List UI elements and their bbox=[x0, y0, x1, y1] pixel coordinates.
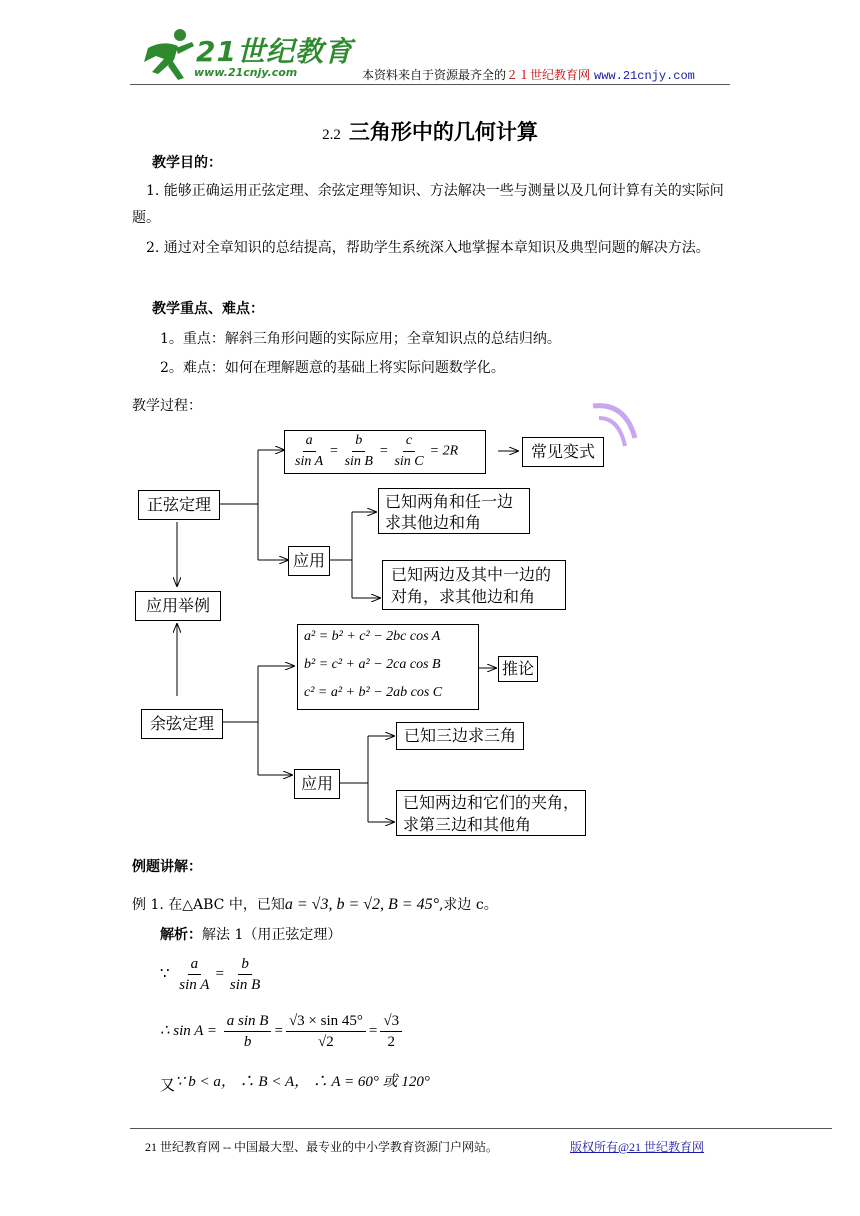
goals-heading: 教学目的： bbox=[152, 155, 222, 171]
step-3: 又∵ b < a， ∴ B < A， ∴ A = 60° 或 120° bbox=[160, 1074, 430, 1094]
apply-box-2: 应用 bbox=[294, 769, 340, 799]
case-box-4: 已知两边和它们的夹角，求第三边和其他角 bbox=[396, 790, 586, 836]
process-heading: 教学过程： bbox=[132, 398, 202, 414]
cosine-formula-line-2: b² = c² + a² − 2ca cos B bbox=[304, 657, 441, 672]
apply-box-1: 应用 bbox=[288, 546, 330, 576]
sine-formula: $\frac{a}{\text{sin A}}$ = $\frac{b}{\text{sin B}}$ = $\frac{c}{\text{sin C}}$ = 2R bbox=[295, 433, 459, 469]
example-1: 例 1. 在△ABC 中，已知a = √3, b = √2, B = 45°,求边 c。 bbox=[132, 896, 498, 913]
example-1-given: a = √3, b = √2, B = 45° bbox=[284, 896, 439, 913]
keypoints-item-2: 2。难点：如何在理解题意的基础上将实际问题数学化。 bbox=[160, 360, 505, 376]
case-box-3: 已知三边求三角 bbox=[396, 722, 524, 750]
step-1: ∵ $\frac{a}{\text{sin A}}$ = $\frac{b}{\text{sin B}}$ bbox=[160, 956, 261, 993]
goals-item-1: 1. 能够正确运用正弦定理、余弦定理等知识、方法解决一些与测量以及几何计算有关的实际问题。 bbox=[132, 183, 724, 226]
header-source: 本资料来自于资源最齐全的２１世纪教育网 www.21cnjy.com bbox=[362, 68, 695, 83]
footer-copyright-link[interactable]: 版权所有@21 世纪教育网 bbox=[570, 1140, 705, 1154]
goals-item-2: 2. 通过对全章知识的总结提高，帮助学生系统深入地掌握本章知识及典型问题的解决方法。 bbox=[146, 240, 710, 256]
keypoints-item-1: 1。重点：解斜三角形问题的实际应用；全章知识点的总结归纳。 bbox=[160, 331, 561, 347]
cosine-formula-line-1: a² = b² + c² − 2bc cos A bbox=[304, 629, 441, 644]
step-2: ∴ sin A = $\frac{\text{a sin B}}{b}$ = $\frac{√3 \times \sin 45^\circ}{√2}$ = $\frac{√3}{2}$ bbox=[160, 1012, 405, 1051]
sine-formula-box bbox=[284, 430, 486, 474]
inference-box: 推论 bbox=[498, 656, 538, 682]
application-example-box: 应用举例 bbox=[135, 591, 221, 621]
page-title: 2.2 三角形中的几何计算 bbox=[322, 120, 538, 144]
case-box-1: 已知两角和任一边求其他边和角 bbox=[378, 488, 530, 534]
sine-theorem-box: 正弦定理 bbox=[138, 490, 220, 520]
logo-text: 21世纪教育 bbox=[196, 35, 353, 68]
keypoints-heading: 教学重点、难点： bbox=[152, 301, 264, 317]
cosine-formula-box bbox=[297, 624, 479, 710]
cosine-formula-line-3: c² = a² + b² − 2ab cos C bbox=[304, 685, 443, 700]
cosine-theorem-box: 余弦定理 bbox=[141, 709, 223, 739]
examples-heading: 例题讲解： bbox=[132, 859, 202, 875]
footer-left: 21 世纪教育网 -- 中国最大型、最专业的中小学教育资源门户网站。 bbox=[145, 1140, 498, 1154]
analysis-line: 解析：解法 1（用正弦定理） bbox=[160, 927, 342, 943]
footer-rule bbox=[130, 1128, 832, 1129]
case-box-2: 已知两边及其中一边的对角，求其他边和角 bbox=[382, 560, 566, 610]
logo-url: www.21cnjy.com bbox=[194, 66, 298, 79]
common-variants-box: 常见变式 bbox=[522, 437, 604, 467]
